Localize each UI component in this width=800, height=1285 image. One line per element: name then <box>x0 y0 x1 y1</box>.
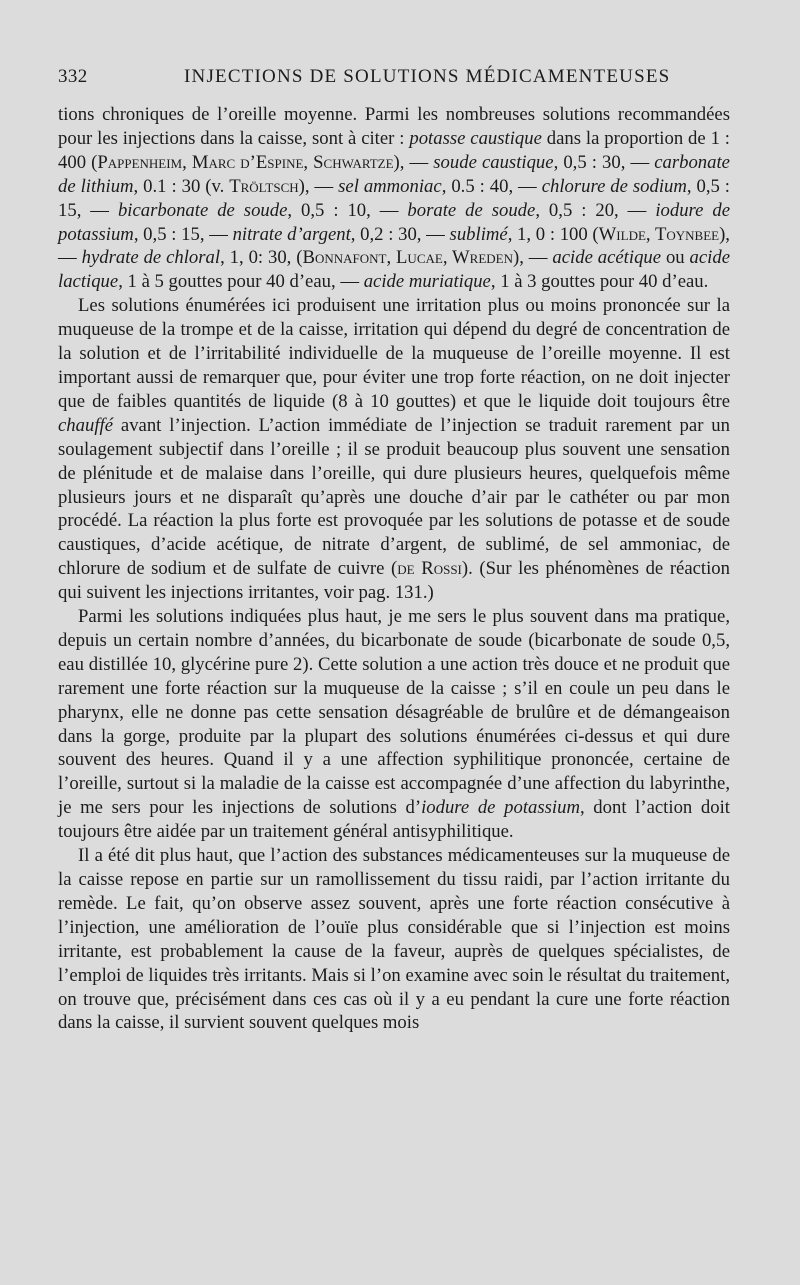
text-run: , 0.5 : 40, — <box>441 175 542 197</box>
italic-term: borate de soude <box>407 199 536 221</box>
text-run: avant l’injection. L’action immédiate de l’injection se traduit rarement par un soulagement subjectif dans l’oreille ; il se produit beaucoup plus souvent une sensation de plénitude et de malaise dans l’oreille, qui dure plusieurs heures, quelquefois même plusieurs jours et ne disparaît qu’après une douche d’air par le cathéter ou par mon procédé. La réaction la plus forte est provoquée par les solutions de potasse et de soude caustiques, d’acide acétique, de nitrate d’argent, de sublimé, de sel ammoniac, de chlorure de sodium et de sulfate de cuivre ( <box>58 414 730 580</box>
running-title: INJECTIONS DE SOLUTIONS MÉDICAMENTEUSES <box>184 66 671 87</box>
paragraph <box>58 294 730 605</box>
italic-term: carbonate de lithium <box>58 151 730 197</box>
author-names: de Rossi <box>397 558 462 580</box>
text-run: Les solutions énumérées ici produisent une irritation plus ou moins prononcée sur la muqueuse de la trompe et de la caisse, irritation qui dépend du degré de concentration de la solution et de l’irritabilité individuelle de la muqueuse de l’oreille moyenne. Il est important aussi de remarquer que, pour éviter une trop forte réaction, on ne doit injecter que de faibles quantités de liquide (8 à 10 gouttes) et que le liquide doit toujours être <box>58 295 730 412</box>
italic-term: acide lactique <box>58 247 731 293</box>
body-text <box>58 103 730 1035</box>
italic-term: sel ammoniac <box>338 175 442 197</box>
author-names: Wilde, Toynbee <box>598 223 720 245</box>
italic-term: bicarbonate de soude <box>117 199 288 221</box>
text-run: , 1, 0: 30, ( <box>220 247 303 269</box>
italic-term: nitrate d’argent <box>232 223 351 245</box>
italic-term: chauffé <box>58 414 114 436</box>
italic-term: soude caustique <box>433 151 554 173</box>
page-header <box>58 66 748 94</box>
text-run: ), — <box>393 151 434 173</box>
text-run: , 0.1 : 30 (v. <box>133 175 230 197</box>
text-run: , 0,2 : 30, — <box>350 223 450 245</box>
italic-term: iodure de potassium <box>58 199 730 245</box>
text-run: , 0,5 : 15, — <box>133 223 233 245</box>
italic-term: acide muriatique <box>363 271 491 293</box>
italic-term: iodure de potassium <box>421 797 580 819</box>
page-number: 332 <box>58 66 88 87</box>
italic-term: hydrate de chloral <box>81 247 221 269</box>
author-names: Bonnafont, Lucae, Wreden <box>302 247 514 269</box>
text-run: , 1, 0 : 100 ( <box>507 223 599 245</box>
text-run: ou <box>661 247 690 269</box>
text-run: ), — <box>58 223 730 269</box>
text-run: ), — <box>513 247 553 269</box>
text-run: , 1 à 3 gouttes pour 40 d’eau. <box>490 271 709 293</box>
text-run: , 0,5 : 15, — <box>58 175 731 221</box>
text-run: Il a été dit plus haut, que l’action des substances médicamenteuses sur la muqueuse de la caisse repose en partie sur un ramollissement du tissu raidi, par l’action irritante du remède. Le fait, qu’on observe assez souvent, après une forte réaction consécutive à l’injection, une amélioration de l’ouïe plus considérable que si l’injection est moins irritante, est probablement la cause de la faveur, auprès de quelques spécialistes, de l’emploi de liquides très irritants. Mais si l’on examine avec soin le résultat du traitement, on trouve que, précisément dans ces cas où il y a eu pendant la cure une forte réaction dans la caisse, il survient souvent quelques mois <box>58 845 730 1034</box>
paragraph <box>58 103 730 294</box>
italic-term: sublimé <box>449 223 508 245</box>
text-run: dans la proportion de 1 : 400 ( <box>58 127 730 173</box>
paragraph <box>58 844 730 1035</box>
paragraph <box>58 605 730 844</box>
italic-term: acide acétique <box>552 247 662 269</box>
text-run: , 0,5 : 20, — <box>535 199 656 221</box>
author-names: Tröltsch <box>229 175 299 197</box>
text-run: tions chroniques de l’oreille moyenne. Parmi les nombreuses solutions recommandées pour les injections dans la caisse, sont à citer : <box>58 104 730 149</box>
text-run: ). (Sur les phénomènes de réaction qui suivent les injections irritantes, voir pag. 131.) <box>58 558 730 604</box>
text-run: , 0,5 : 30, — <box>553 151 655 173</box>
text-run: Parmi les solutions indiquées plus haut, je me sers le plus souvent dans ma pratique, depuis un certain nombre d’années, du bicarbonate de soude (bicarbonate de soude 0,5, eau distillée 10, glycérine pure 2). Cette solution a une action très douce et ne produit que rarement une forte réaction sur la muqueuse de la caisse ; s’il en coule un peu dans le pharynx, elle ne donne pas cette sensation désagréable de brulûre et de démangeaison dans la gorge, produite par la plupart des solutions énumérées ci-dessus et qui dure souvent des heures. Quand il y a une affection syphilitique prononcée, certaine de l’oreille, surtout si la maladie de la caisse est accompagnée d’une affection du labyrinthe, je me sers pour les injections de solutions d’ <box>58 606 730 819</box>
author-names: Pappenheim, Marc d’Espine, Schwartze <box>97 151 394 173</box>
italic-term: chlorure de sodium <box>541 175 687 197</box>
text-run: , 0,5 : 10, — <box>287 199 408 221</box>
text-run: ), — <box>298 175 339 197</box>
italic-term: potasse caustique <box>409 127 542 149</box>
text-run: , 1 à 5 gouttes pour 40 d’eau, — <box>118 271 364 293</box>
text-run: , dont l’action doit toujours être aidée par un traitement général antisyphilitique. <box>58 797 730 843</box>
